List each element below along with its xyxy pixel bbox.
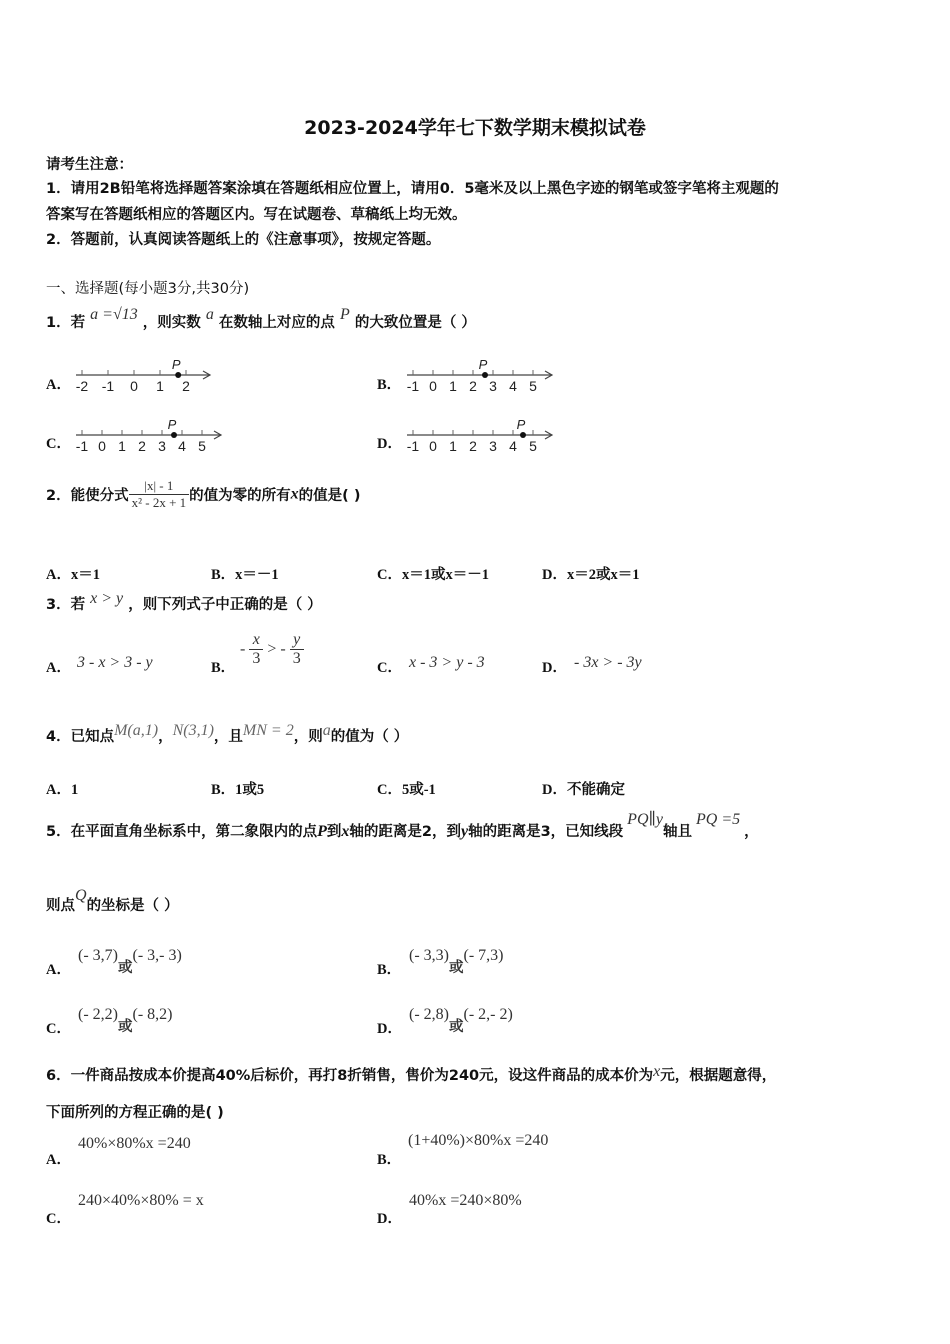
q3-option-b-math: [240, 631, 304, 668]
number-line-point-p: [482, 372, 488, 378]
q4-option-a[interactable]: A．1: [46, 782, 79, 798]
q5-a-point-2: (- 3,- 3): [132, 947, 182, 964]
number-line-tick-label: 1: [118, 438, 126, 454]
number-line-tick-label: 3: [489, 438, 497, 454]
notice-line-3: 2．答题前，认真阅读答题纸上的《注意事项》，按规定答题。: [46, 232, 441, 248]
number-line-tick-label: -2: [75, 378, 89, 394]
number-line-tick-label: 4: [509, 378, 517, 394]
q3-b-minus-1: -: [240, 640, 246, 658]
q1-option-d-number-line[interactable]: [401, 420, 558, 460]
number-line-tick-label: 0: [429, 438, 437, 454]
q4-math-mn: MN = 2: [242, 722, 294, 739]
q1-text-1: 1．若: [46, 315, 86, 331]
q6-option-d-math: 40%x =240×80%: [409, 1192, 522, 1209]
question-4-stem: [46, 722, 408, 752]
q5-text-1: 5．在平面直角坐标系中，第二象限内的点: [46, 824, 318, 840]
number-line-tick-label: 3: [158, 438, 166, 454]
q2-fraction-numerator: |x| - 1: [129, 478, 190, 495]
q6-math-x: x: [653, 1063, 661, 1080]
number-line-tick-label: 2: [138, 438, 146, 454]
q5-math-y: y: [460, 823, 469, 840]
q4-option-b[interactable]: B．1或5: [211, 782, 265, 798]
question-1-stem: [46, 305, 476, 341]
number-line-point-p: [171, 432, 177, 438]
number-line-tick-label: -1: [406, 438, 420, 454]
page-title: 2023-2024学年七下数学期末模拟试卷: [304, 117, 646, 139]
q1-math-a: a: [205, 306, 214, 323]
q3-option-d-label[interactable]: D．: [542, 660, 567, 676]
number-line-tick-label: 0: [98, 438, 106, 454]
q3-math-x-gt-y: x > y: [90, 590, 124, 607]
q5-c-point-2: (- 8,2): [132, 1006, 173, 1023]
number-line-point-p: [175, 372, 181, 378]
number-line-point-p: [520, 432, 526, 438]
notice-line-2: 答案写在答题纸相应的答题区内。写在试题卷、草稿纸上均无效。: [46, 207, 467, 223]
q5-d-point-1: (- 2,8): [409, 1006, 449, 1023]
q2-text-1: 2．能使分式: [46, 488, 129, 504]
q1-option-c-label[interactable]: C．: [46, 436, 71, 452]
q3-b-den-1: 3: [252, 650, 261, 667]
q4-text-2: ，: [158, 729, 173, 745]
number-line-tick-label: 3: [489, 378, 497, 394]
q6-option-b-math: (1+40%)×80%x =240: [408, 1132, 549, 1149]
q5-d-or: 或: [448, 1019, 464, 1035]
number-line-tick-label: 1: [449, 438, 457, 454]
q5-b-or: 或: [448, 960, 464, 976]
q2-fraction-denominator: x² - 2x + 1: [131, 495, 187, 510]
q2-option-d[interactable]: D．x＝2或x＝1: [542, 567, 640, 583]
q5-option-d-math: [409, 1003, 513, 1035]
q6-option-d-label[interactable]: D．: [377, 1211, 402, 1227]
q3-option-a-label[interactable]: A．: [46, 660, 71, 676]
question-6-stem-line-1: [46, 1064, 776, 1085]
q5-math-pq-parallel-y: PQ∥y: [627, 811, 663, 828]
q6-option-c-math: 240×40%×80% = x: [78, 1192, 204, 1209]
q4-text-1: 4．已知点: [46, 729, 115, 745]
q1-text-3: 在数轴上对应的点: [218, 315, 335, 331]
q5-option-d-label[interactable]: D．: [377, 1021, 402, 1037]
q5-option-a-math: [78, 944, 182, 976]
q3-option-c-math: x - 3 > y - 3: [409, 654, 485, 671]
q5-d-point-2: (- 2,- 2): [463, 1006, 513, 1023]
number-line-tick-label: -1: [101, 378, 115, 394]
q6-option-b-label[interactable]: B．: [377, 1152, 402, 1168]
q2-option-c[interactable]: C．x＝1或x＝－1: [377, 567, 489, 583]
number-line-tick-label: 2: [469, 378, 477, 394]
q4-math-a: a: [322, 722, 331, 739]
q4-math-m: M(a,1): [114, 722, 159, 739]
number-line-tick-label: 2: [469, 438, 477, 454]
q2-math-x: x: [290, 485, 299, 503]
q5-math-x: x: [341, 823, 350, 840]
q3-option-b-label[interactable]: B．: [211, 660, 236, 676]
q5-option-b-math: [409, 944, 504, 976]
q1-option-b-label[interactable]: B．: [377, 377, 402, 393]
number-line-tick-label: -1: [75, 438, 89, 454]
q5-text-8: 的坐标是（ ）: [86, 898, 179, 914]
q4-text-4: ，则: [293, 729, 323, 745]
number-line-tick-label: 2: [182, 378, 190, 394]
q5-option-c-label[interactable]: C．: [46, 1021, 71, 1037]
q3-b-fraction-1: [249, 631, 263, 668]
number-line-point-label: P: [478, 360, 488, 372]
number-line-tick-label: 1: [156, 378, 164, 394]
q6-option-c-label[interactable]: C．: [46, 1211, 71, 1227]
q2-text-2: 的值为零的所有: [189, 488, 291, 504]
question-2-stem: [46, 478, 360, 511]
number-line-point-label: P: [167, 420, 177, 432]
q5-b-point-1: (- 3,3): [409, 947, 449, 964]
q1-option-d-label[interactable]: D．: [377, 436, 402, 452]
q5-option-a-label[interactable]: A．: [46, 962, 71, 978]
q6-text-2: 元，根据题意得，: [660, 1068, 777, 1084]
q3-b-num-2: y: [290, 631, 304, 650]
q5-a-point-1: (- 3,7): [78, 947, 118, 964]
q1-math-a-eq-sqrt13: a =√13: [90, 306, 138, 323]
q5-option-c-math: [78, 1003, 173, 1035]
number-line-tick-label: 0: [130, 378, 138, 394]
number-line-tick-label: 5: [198, 438, 206, 454]
number-line-tick-label: 5: [529, 378, 537, 394]
question-5-stem-line-2: [46, 888, 179, 924]
number-line-tick-label: -1: [406, 378, 420, 394]
q5-text-6: ，: [744, 824, 759, 840]
q3-b-den-2: 3: [292, 650, 301, 667]
q5-option-b-label[interactable]: B．: [377, 962, 402, 978]
q1-option-c-number-line[interactable]: [70, 420, 227, 460]
question-5-stem-line-1: [46, 812, 759, 852]
number-line-tick-label: 5: [529, 438, 537, 454]
section-heading: 一、选择题(每小题3分,共30分): [46, 281, 250, 297]
q1-option-a-label[interactable]: A．: [46, 377, 71, 393]
question-6-stem-line-2: 下面所列的方程正确的是( ): [46, 1105, 224, 1121]
q5-b-point-2: (- 7,3): [463, 947, 504, 964]
q3-b-gt: > -: [267, 640, 286, 658]
q3-option-a-math: 3 - x > 3 - y: [77, 654, 153, 671]
q1-text-4: 的大致位置是（ ）: [354, 315, 476, 331]
q4-math-n: N(3,1): [172, 722, 214, 739]
number-line-point-label: P: [171, 360, 181, 372]
q1-option-a-number-line[interactable]: [70, 360, 216, 400]
q3-b-num-1: x: [249, 631, 263, 650]
q2-option-a[interactable]: A．x＝1: [46, 567, 100, 583]
q6-text-1: 6．一件商品按成本价提高40%后标价，再打8折销售，售价为240元，设这件商品的成本价为: [46, 1068, 654, 1084]
q5-math-pq-eq-5: PQ =5: [696, 811, 741, 828]
number-line-tick-label: 1: [449, 378, 457, 394]
number-line-point-label: P: [516, 420, 526, 432]
q3-option-c-label[interactable]: C．: [377, 660, 402, 676]
q6-option-a-math: 40%×80%x =240: [78, 1135, 191, 1152]
q5-a-or: 或: [117, 960, 133, 976]
q1-option-b-number-line[interactable]: [401, 360, 558, 400]
q5-text-7: 则点: [46, 898, 75, 914]
q3-text-2: ，则下列式子中正确的是（ ）: [128, 597, 322, 613]
q2-fraction: [129, 478, 190, 511]
q5-c-or: 或: [117, 1019, 133, 1035]
q2-text-3: 的值是( ): [298, 488, 361, 504]
q5-text-3: 轴的距离是2，到: [349, 824, 461, 840]
q5-math-p: P: [317, 823, 327, 840]
q1-math-p: P: [339, 306, 350, 323]
q4-text-5: 的值为（ ）: [330, 729, 409, 745]
q5-text-2: 到: [326, 824, 342, 840]
q5-text-4: 轴的距离是3，已知线段: [468, 824, 624, 840]
q3-b-fraction-2: [290, 631, 304, 668]
q4-option-d[interactable]: D．不能确定: [542, 782, 625, 798]
q1-text-2: ，则实数: [142, 315, 201, 331]
notice-heading: 请考生注意：: [46, 157, 133, 173]
q4-option-c[interactable]: C．5或-1: [377, 782, 436, 798]
number-line-tick-label: 0: [429, 378, 437, 394]
q5-c-point-1: (- 2,2): [78, 1006, 118, 1023]
number-line-tick-label: 4: [178, 438, 186, 454]
q6-option-a-label[interactable]: A．: [46, 1152, 71, 1168]
number-line-tick-label: 4: [509, 438, 517, 454]
q2-option-b[interactable]: B．x＝－1: [211, 567, 279, 583]
notice-line-1: 1．请用2B铅笔将选择题答案涂填在答题纸相应位置上，请用0．5毫米及以上黑色字迹的钢笔或签字笔将主观题的: [46, 181, 779, 197]
q3-option-d-math: - 3x > - 3y: [574, 654, 642, 671]
q5-math-q: Q: [75, 887, 87, 904]
question-3-stem: [46, 590, 322, 620]
q4-text-3: ，且: [213, 729, 243, 745]
q3-text-1: 3．若: [46, 597, 86, 613]
q5-text-5: 轴且: [663, 824, 692, 840]
